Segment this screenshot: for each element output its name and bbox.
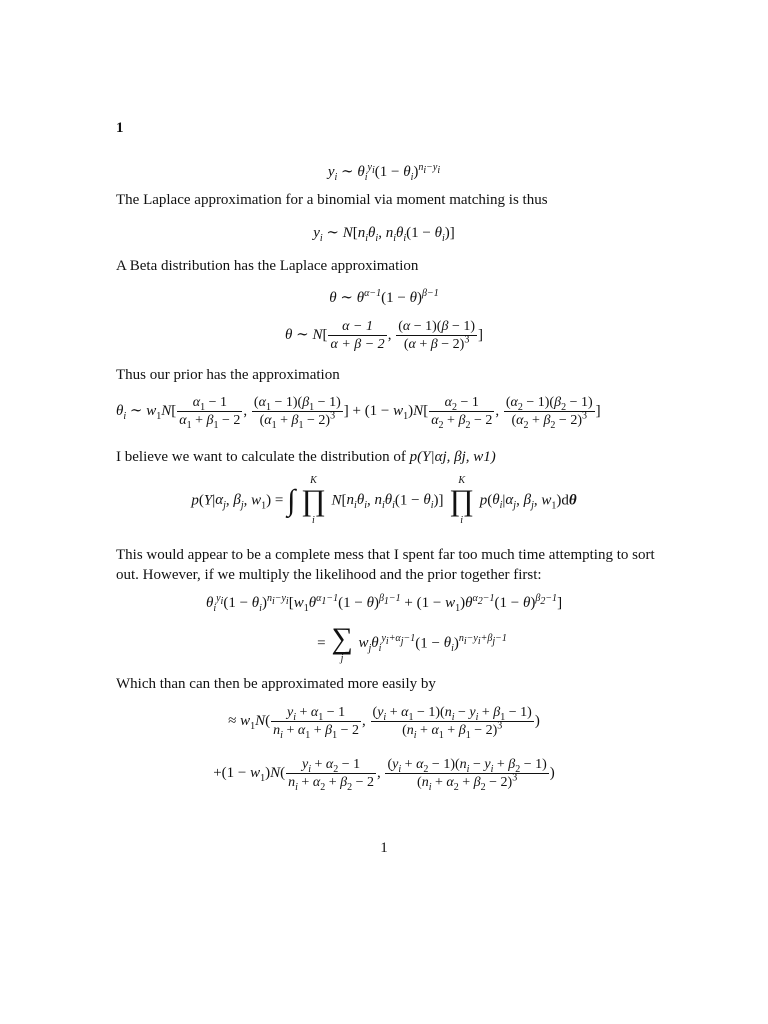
equation-approx-2: $+(1 - w_1)N$( $\frac{y_i + \alpha_2 - 1}{n_i + \alpha_2 + \beta_2 - 2}$ , $\frac{(y_i + \alpha_2 - 1)(n_i - y_i + \beta_2 - 1)}{(n_i + \alpha_2 + \beta_2 - 2)^3}$ ): [213, 757, 555, 793]
equation-beta: θ ∼ $\theta^{\alpha-1}(1 - \theta)^{\beta-1}$: [329, 288, 439, 306]
paragraph-mess: This would appear to be a complete mess that I spent far too much time attempting to sort out. However, if we multiply the likelihood and the prior together first:: [116, 547, 655, 583]
equation-beta-normal: θ ∼ N[ $\frac{\alpha - 1}{\alpha + \beta - 2}$ , $\frac{(\alpha - 1)(\beta - 1)}{(\alpha + \beta - 2)^3}$ ]: [285, 319, 483, 352]
equation-binomial-normal: $y_i$ ∼ $N[n_i\theta_i$, $n_i\theta_i(1 - \theta_i)$]: [313, 225, 455, 244]
paragraph-beta: A Beta distribution has the Laplace approximation: [116, 258, 419, 274]
equation-marginal: $p(Y|\alpha_j$, $\beta_j$, $w_1$) = ∫ K ∏ i $N[n_i\theta_i$, $n_i\theta_i(1 - \theta_i)$] K ∏ i $p(\theta_i|\alpha_j$, $\beta_j$, $w_1)d\theta$: [191, 475, 577, 526]
paragraph-laplace-binomial: The Laplace approximation for a binomial via moment matching is thus: [116, 192, 548, 208]
equation-prior-mixture: $\theta_i$ ∼ $w_1N$[ $\frac{\alpha_1 - 1}{\alpha_1 + \beta_1 - 2}$ , $\frac{(\alpha_1 - 1)(\beta_1 - 1)}{(\alpha_1 + \beta_1 - 2)^3}$ ] + $(1 - w_1)N$[ $\frac{\alpha_2 - 1}{\alpha_2 + \beta_2 - 2}$ , $\frac{(\alpha_2 - 1)(\beta_2 - 1)}{(\alpha_2 + \beta_2 - 2)^3}$ ]: [116, 395, 601, 431]
paragraph-approx: Which than can then be approximated more easily by: [116, 676, 436, 692]
equation-product: $\theta_i^{y_i}(1 - \theta_i)^{n_i-y_i}[w_1\theta^{\alpha_1-1}(1 - \theta)^{\beta_1-1} + (1 - w_1)\theta^{\alpha_2-1}(1 - \theta)^{\beta_2-1}]$: [205, 593, 563, 614]
equation-binomial: $y_i$ ∼ $\theta_i^{y_i}(1 - \theta_i)^{n_i-y_i}$: [327, 162, 441, 183]
paragraph-distribution-math: p(Y|αj, βj, w1): [409, 449, 496, 465]
paragraph-distribution-text: I believe we want to calculate the distribution of: [116, 449, 406, 465]
paragraph-prior: Thus our prior has the approximation: [116, 367, 340, 383]
equation-sum: = ∑ j $w_j\theta_i^{y_i+\alpha_j-1}(1 - \theta_i)^{n_i-y_i+\beta_j-1}$: [317, 622, 507, 664]
paragraph-distribution: [116, 447, 656, 467]
page-number: 1: [380, 840, 388, 856]
equation-approx-1: ≈ $w_1N$( $\frac{y_i + \alpha_1 - 1}{n_i + \alpha_1 + \beta_1 - 2}$ , $\frac{(y_i + \alpha_1 - 1)(n_i - y_i + \beta_1 - 1)}{(n_i + \alpha_1 + \beta_1 - 2)^3}$ ): [228, 705, 540, 741]
section-number: 1: [116, 120, 124, 136]
